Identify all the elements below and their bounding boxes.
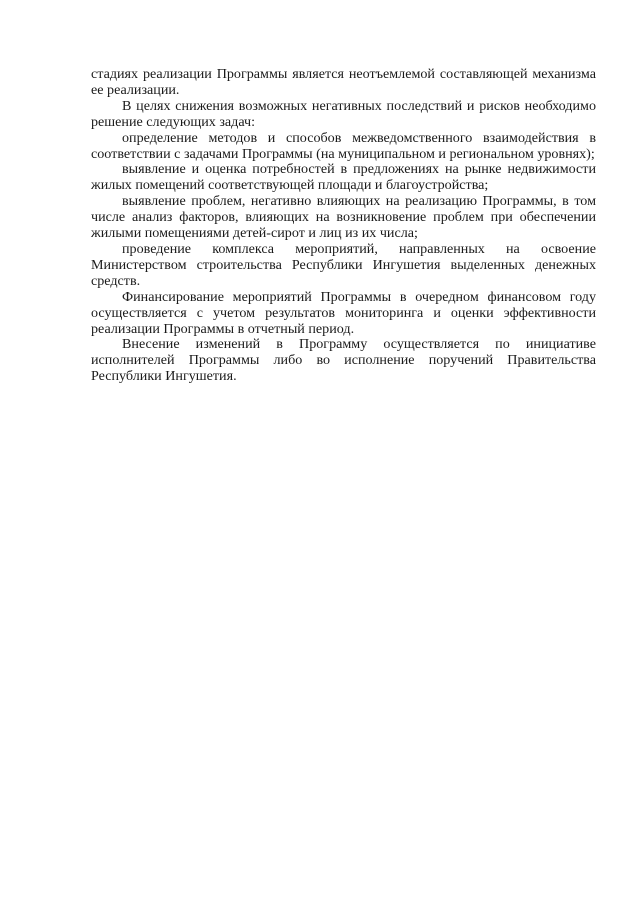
paragraph-financing: Финансирование мероприятий Программы в очередном финансовом году осуществляется с учетом результатов мониторинга и оценки эффективности реализации Программы в отчетный период. bbox=[91, 288, 596, 337]
paragraph-task-interagency: определение методов и способов межведомственного взаимодействия в соответствии с задачами Программы (на муниципальном и региональном уровнях); bbox=[91, 129, 596, 162]
paragraph-amendments: Внесение изменений в Программу осуществляется по инициативе исполнителей Программы либо во исполнение поручений Правительства Республики Ингушетия. bbox=[91, 336, 596, 385]
paragraph-risk-mitigation: В целях снижения возможных негативных последствий и рисков необходимо решение следующих задач: bbox=[91, 97, 596, 130]
paragraph-task-funds-use: проведение комплекса мероприятий, направленных на освоение Министерством строительства Республики Ингушетия выделенных денежных средств. bbox=[91, 240, 596, 289]
paragraph-task-problem-analysis: выявление проблем, негативно влияющих на реализацию Программы, в том числе анализ факторов, влияющих на возникновение проблем при обеспечении жилыми помещениями детей-сирот и лиц из их числа; bbox=[91, 193, 596, 242]
paragraph-continuation: стадиях реализации Программы является неотъемлемой составляющей механизма ее реализации. bbox=[91, 66, 596, 98]
document-page bbox=[91, 67, 596, 385]
paragraph-task-housing-market: выявление и оценка потребностей в предложениях на рынке недвижимости жилых помещений соответствующей площади и благоустройства; bbox=[91, 161, 596, 194]
